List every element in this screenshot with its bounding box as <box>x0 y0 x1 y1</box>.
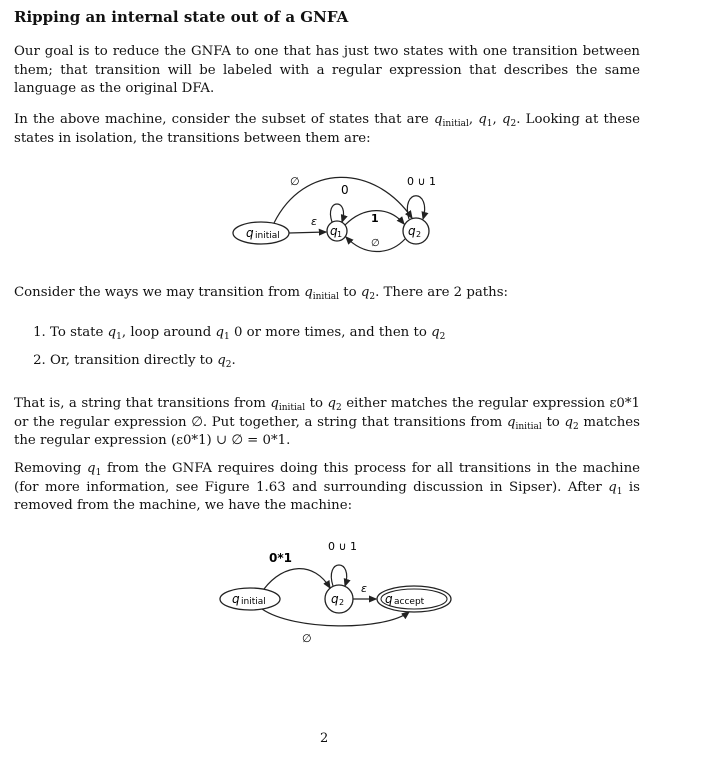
list-item: 1. To state $q_1$, loop around $q_1$ 0 or more times, and then to $q_2$ <box>50 324 650 342</box>
edge-label-q2-loop: 0 ∪ 1 <box>407 175 437 188</box>
state-q2-sub: 2 <box>416 230 422 239</box>
state-q2-label: q <box>331 592 339 606</box>
edge-label-q2-loop: 0 ∪ 1 <box>328 540 358 553</box>
edge-label-empty-top: ∅ <box>290 175 300 188</box>
diagram-subset <box>224 168 444 256</box>
section-heading: Ripping an internal state out of a GNFA <box>14 8 349 26</box>
state-q2-sub: 2 <box>339 598 345 607</box>
state-q2-label: q <box>408 224 416 238</box>
edge-label-eps: ε <box>361 582 367 595</box>
edge-label-eps: ε <box>311 215 317 228</box>
edge-label-q1-loop: 0 <box>341 183 349 197</box>
edge-initial-to-q1 <box>289 232 326 233</box>
state-q-accept-sub: accept <box>394 597 425 607</box>
paragraph-goal: Our goal is to reduce the GNFA to one that has just two states with one transition between them; that transition will be labeled with a regular expression that describes the same language as the original DFA. <box>14 44 640 96</box>
paragraph-removing: Removing $q_1$ from the GNFA requires doing this process for all transitions in the machine (for more information, see Figure 1.63 and surrounding discussion in Sipser). After $q_1$ is removed from the machine, we have the machine: <box>14 461 640 513</box>
state-q-initial-label: q <box>232 592 240 606</box>
diagram-reduced <box>214 533 454 651</box>
state-q-initial-sub: initial <box>255 231 280 241</box>
paragraph-subset: In the above machine, consider the subset of states that are $q_{initial}$, $q_1$, $q_2$. Looking at these states in isolation, the transitions between them are: <box>14 112 640 146</box>
state-q-initial-label: q <box>246 226 254 240</box>
page-number: 2 <box>320 731 329 746</box>
paragraph-paths: Consider the ways we may transition from $q_{initial}$ to $q_2$. There are 2 paths: <box>14 285 509 302</box>
paragraph-regex: That is, a string that transitions from $q_{initial}$ to $q_2$ either matches the regular expression ε0*1 or the regular expression ∅. Put together, a string that transitions from $q_{initial}$ to $q_2$ matches the regular expression (ε0*1) ∪ ∅ = 0*1. <box>14 396 640 448</box>
paths-list <box>14 324 650 380</box>
state-q1-sub: 1 <box>337 230 343 239</box>
edge-q2-loop <box>331 565 346 586</box>
state-q1-label: q <box>330 224 338 238</box>
edge-label-q1-q2: 1 <box>371 212 379 225</box>
state-q-accept-label: q <box>385 592 393 606</box>
edge-label-top: 0*1 <box>269 551 292 565</box>
edge-label-bottom: ∅ <box>302 632 312 645</box>
state-q-initial-sub: initial <box>241 597 266 607</box>
list-item: 2. Or, transition directly to $q_2$. <box>50 352 650 370</box>
edge-label-q2-q1: ∅ <box>371 238 380 249</box>
edge-initial-to-q2 <box>264 569 330 589</box>
edge-initial-to-accept <box>262 609 409 626</box>
edge-q1-loop <box>330 204 343 222</box>
